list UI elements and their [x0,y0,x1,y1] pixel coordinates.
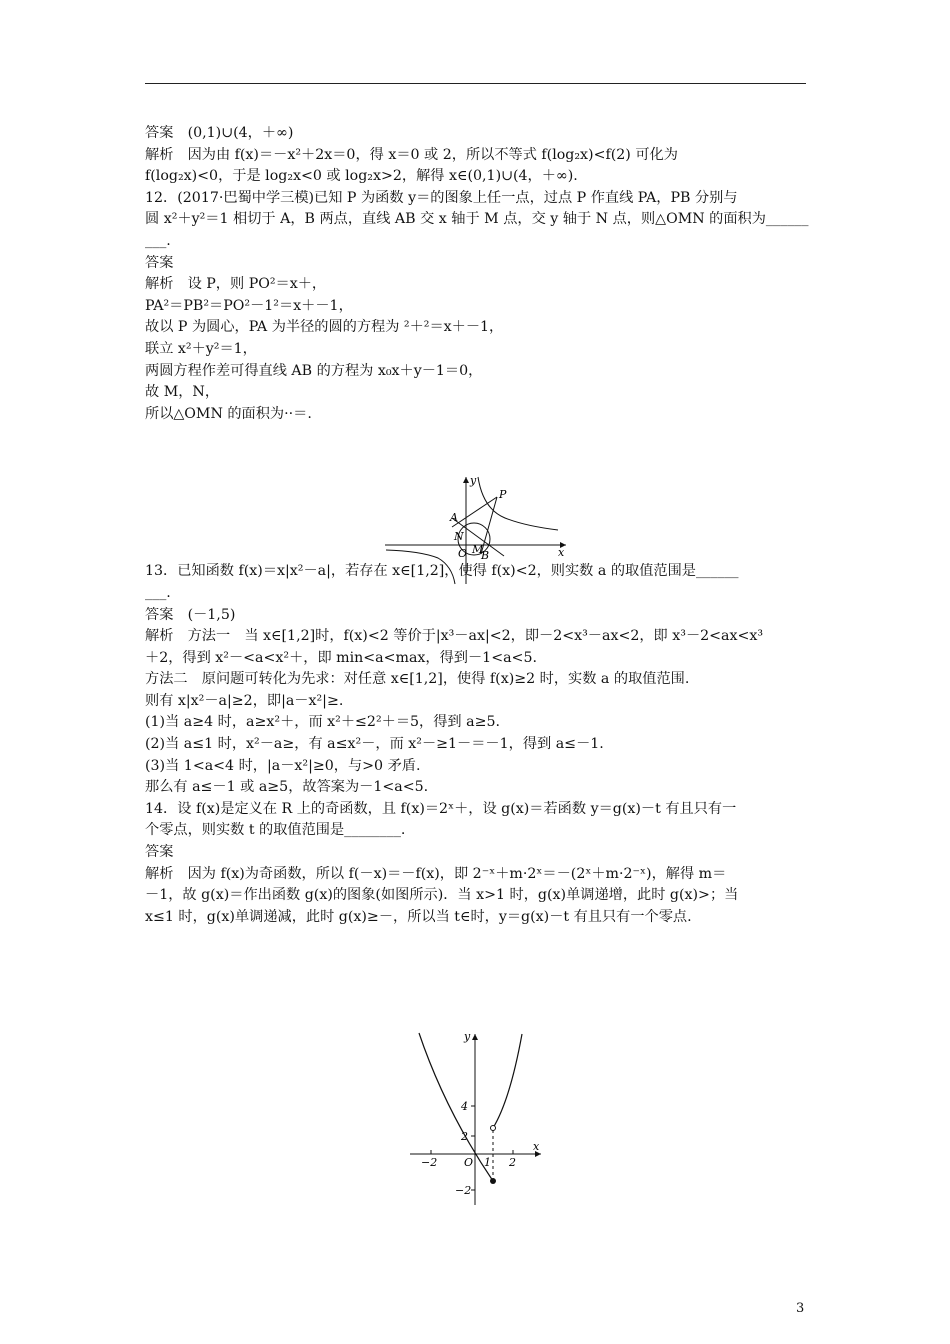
text-line: 方法二 原问题可转化为先求：对任意 x∈[1,2]，使得 f(x)≥2 时，实数 a 的取值范围. [145,671,690,688]
text-line: 解析 因为由 f(x)＝－x²＋2x＝0，得 x＝0 或 2，所以不等式 f(log₂x)<f(2) 可化为 [145,146,678,163]
label-y: y [464,1030,471,1043]
label-B: B [481,549,490,562]
text-line: 13．已知函数 f(x)＝x|x²－a|，若存在 x∈[1,2]，使得 f(x)<2，则实数 a 的取值范围是______ [145,563,739,580]
label-A: A [450,511,458,524]
text-line: 所以△OMN 的面积为··＝. [145,405,312,422]
text-line: 故 M，N， [145,384,220,401]
header-rule [145,83,806,84]
label-y: y [470,474,477,487]
text-line: 14．设 f(x)是定义在 R 上的奇函数，且 f(x)＝2ˣ＋，设 g(x)＝若函数 y＝g(x)－t 有且只有一 [145,800,737,817]
text-line: (3)当 1<a<4 时，|a－x²|≥0，与>0 矛盾. [145,757,421,774]
text-line: 个零点，则实数 t 的取值范围是________. [145,822,406,839]
label-M: M [472,543,484,556]
closed-point [490,1178,496,1184]
label-y4: 4 [461,1100,468,1113]
text-line: 答案 (0,1)∪(4，＋∞) [145,125,294,141]
text-line: ___. [145,232,171,249]
text-block-2 [145,561,810,928]
text-line: －1，故 g(x)＝作出函数 g(x)的图象(如图所示)．当 x>1 时，g(x)单调递增，此时 g(x)>；当 [145,887,739,904]
text-line: (2)当 a≤1 时，x²－a≥，有 a≤x²－，而 x²－≥1－＝－1，得到 a≤－1. [145,736,604,753]
curve-right-increasing [493,1034,522,1128]
open-point [491,1126,496,1131]
text-line: PA²＝PB²＝PO²－1²＝x＋－1， [145,297,353,314]
label-x: x [533,1140,540,1153]
label-x2: 2 [509,1156,516,1169]
hyperbola-left-branch [386,550,455,584]
text-line: f(log₂x)<0，于是 log₂x<0 或 log₂x>2，解得 x∈(0,1)∪(4，＋∞). [145,168,578,185]
text-line: 解析 方法一 当 x∈[1,2]时，f(x)<2 等价于|x³－ax|<2，即－2<x³－ax<2，即 x³－2<ax<x³ [145,628,764,645]
page-number: 3 [796,1301,805,1316]
label-y-minus2: −2 [455,1184,472,1197]
y-axis-arrow [463,477,469,483]
text-line: ＋2，得到 x²－<a<x²＋，即 min<a<max，得到－1<a<5. [145,649,537,666]
text-line: 联立 x²＋y²＝1， [145,340,257,357]
text-line: 答案 (－1,5) [145,606,236,623]
text-line: 解析 因为 f(x)为奇函数，所以 f(－x)＝－f(x)，即 2⁻ˣ＋m·2ˣ＝－(2ˣ＋m·2⁻ˣ)，解得 m＝ [145,865,727,882]
label-y2: 2 [461,1130,468,1143]
label-P: P [499,488,507,501]
text-line: 12．(2017·巴蜀中学三模)已知 P 为函数 y＝的图象上任一点，过点 P 作直线 PA，PB 分别与 [145,189,738,206]
label-O: O [458,547,468,560]
text-line: 两圆方程作差可得直线 AB 的方程为 x₀x＋y－1＝0， [145,362,483,379]
text-block-1 [145,123,810,425]
text-line: 故以 P 为圆心，PA 为半径的圆的方程为 ²＋²＝x＋－1， [145,319,504,336]
label-x1: 1 [484,1156,491,1169]
text-line: 则有 x|x²－a|≥2，即|a－x²|≥. [145,692,344,709]
figure-hyperbola-circle [380,474,570,586]
text-line: 解析 设 P，则 PO²＝x＋， [145,276,327,293]
text-line: ___. [145,584,171,601]
text-line: x≤1 时，g(x)单调递减，此时 g(x)≥－，所以当 t∈时，y＝g(x)－t 有且只有一个零点. [145,908,692,925]
label-O: O [464,1156,474,1169]
y-axis-arrow [472,1034,478,1040]
text-line: 那么有 a≤－1 或 a≥5，故答案为－1<a<5. [145,779,429,796]
text-line: 圆 x²＋y²＝1 相切于 A，B 两点，直线 AB 交 x 轴于 M 点，交 y 轴于 N 点，则△OMN 的面积为______ [145,211,809,228]
figure-g-graph [405,1030,545,1210]
label-x: x [558,546,565,559]
label-x-minus2: −2 [421,1156,438,1169]
text-line: 答案 [145,844,174,861]
text-line: 答案 [145,254,174,271]
text-line: (1)当 a≥4 时，a≥x²＋，而 x²＋≤2²＋＝5，得到 a≥5. [145,714,500,731]
label-N: N [454,530,464,543]
